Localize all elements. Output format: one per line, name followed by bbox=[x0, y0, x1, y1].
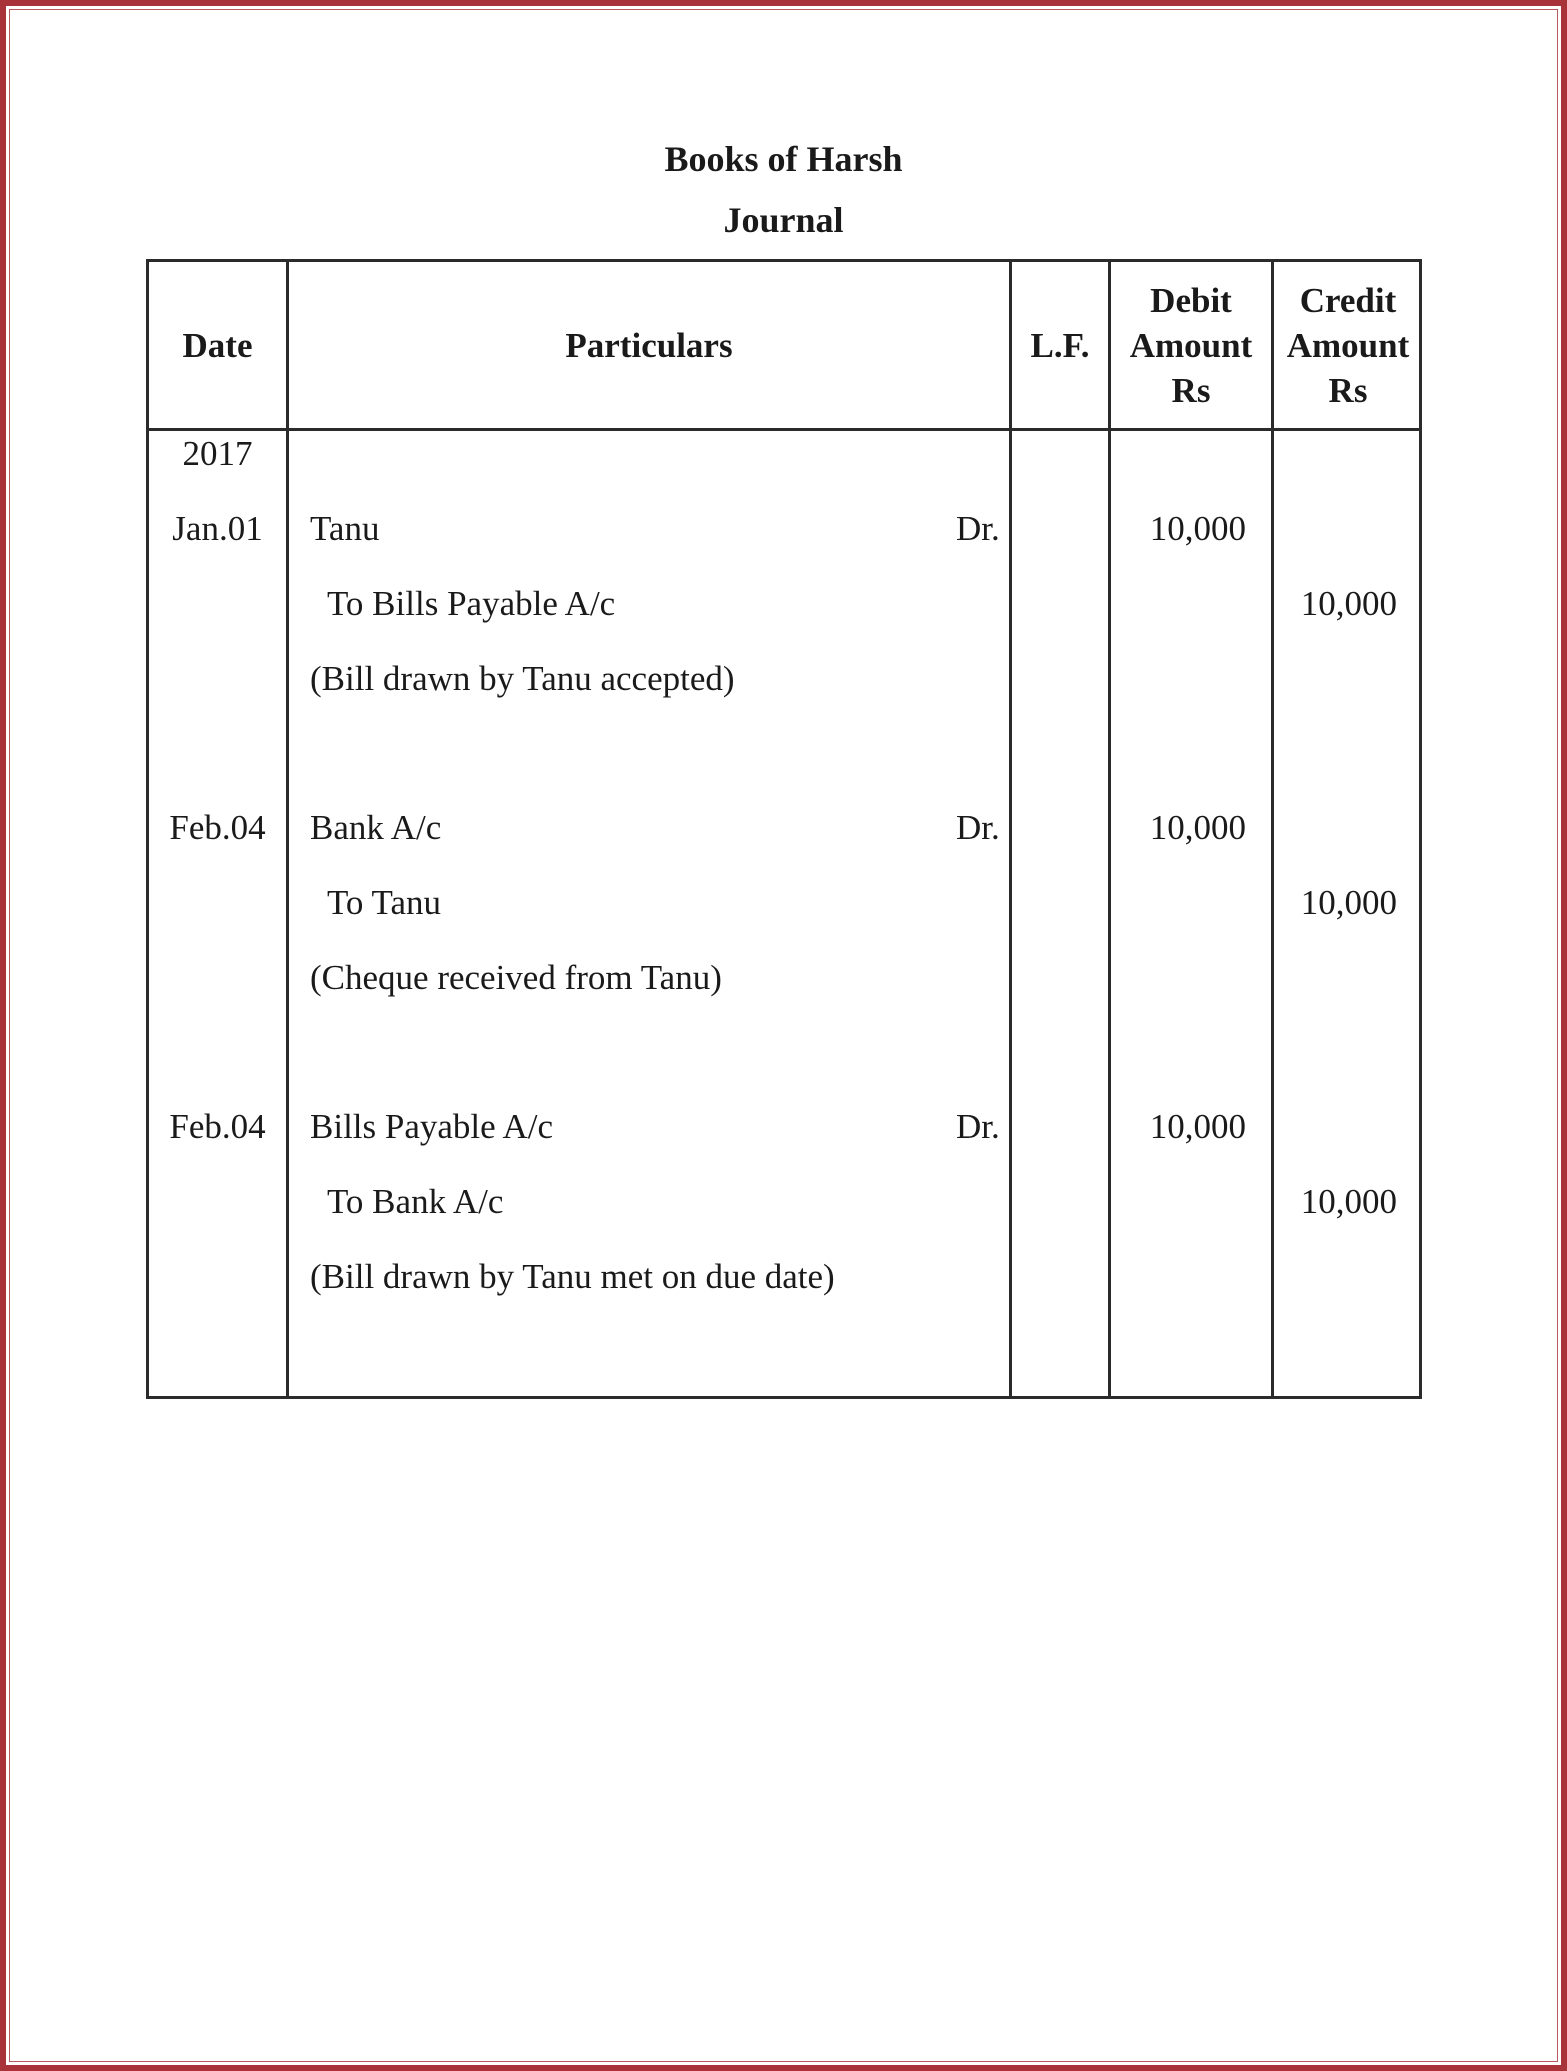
debit-amount: 10,000 bbox=[1149, 1107, 1246, 1146]
credit-amount: 10,000 bbox=[1300, 1182, 1397, 1221]
entry-date: Feb.04 bbox=[169, 1107, 266, 1146]
column-divider bbox=[1271, 262, 1274, 1396]
journal-title: Journal bbox=[723, 200, 844, 240]
column-divider bbox=[286, 262, 289, 1396]
debit-amount: 10,000 bbox=[1149, 509, 1246, 548]
year-cell: 2017 bbox=[182, 434, 253, 473]
dr-label: Dr. bbox=[956, 808, 1000, 847]
dr-label: Dr. bbox=[956, 1107, 1000, 1146]
debit-account: Tanu bbox=[310, 509, 380, 548]
column-divider bbox=[1108, 262, 1111, 1396]
debit-account: Bills Payable A/c bbox=[310, 1107, 554, 1146]
column-divider bbox=[1009, 262, 1012, 1396]
dr-label: Dr. bbox=[956, 509, 1000, 548]
narration: (Cheque received from Tanu) bbox=[310, 958, 722, 997]
journal-table bbox=[146, 259, 1422, 1399]
credit-account: To Tanu bbox=[327, 883, 442, 922]
book-title: Books of Harsh bbox=[664, 139, 903, 179]
credit-amount: 10,000 bbox=[1300, 584, 1397, 623]
narration: (Bill drawn by Tanu met on due date) bbox=[310, 1257, 835, 1296]
debit-amount: 10,000 bbox=[1149, 808, 1246, 847]
header-debit-amount: Debit Amount Rs bbox=[1129, 280, 1253, 410]
header-lf: L.F. bbox=[1030, 325, 1090, 365]
header-particulars: Particulars bbox=[565, 325, 733, 365]
credit-account: To Bills Payable A/c bbox=[327, 584, 616, 623]
debit-account: Bank A/c bbox=[310, 808, 442, 847]
credit-account: To Bank A/c bbox=[327, 1182, 504, 1221]
entry-date: Feb.04 bbox=[169, 808, 266, 847]
entry-date: Jan.01 bbox=[172, 509, 263, 548]
header-credit-amount: Credit Amount Rs bbox=[1286, 280, 1410, 410]
header-divider bbox=[149, 428, 1419, 431]
header-date: Date bbox=[182, 325, 253, 365]
narration: (Bill drawn by Tanu accepted) bbox=[310, 659, 735, 698]
credit-amount: 10,000 bbox=[1300, 883, 1397, 922]
